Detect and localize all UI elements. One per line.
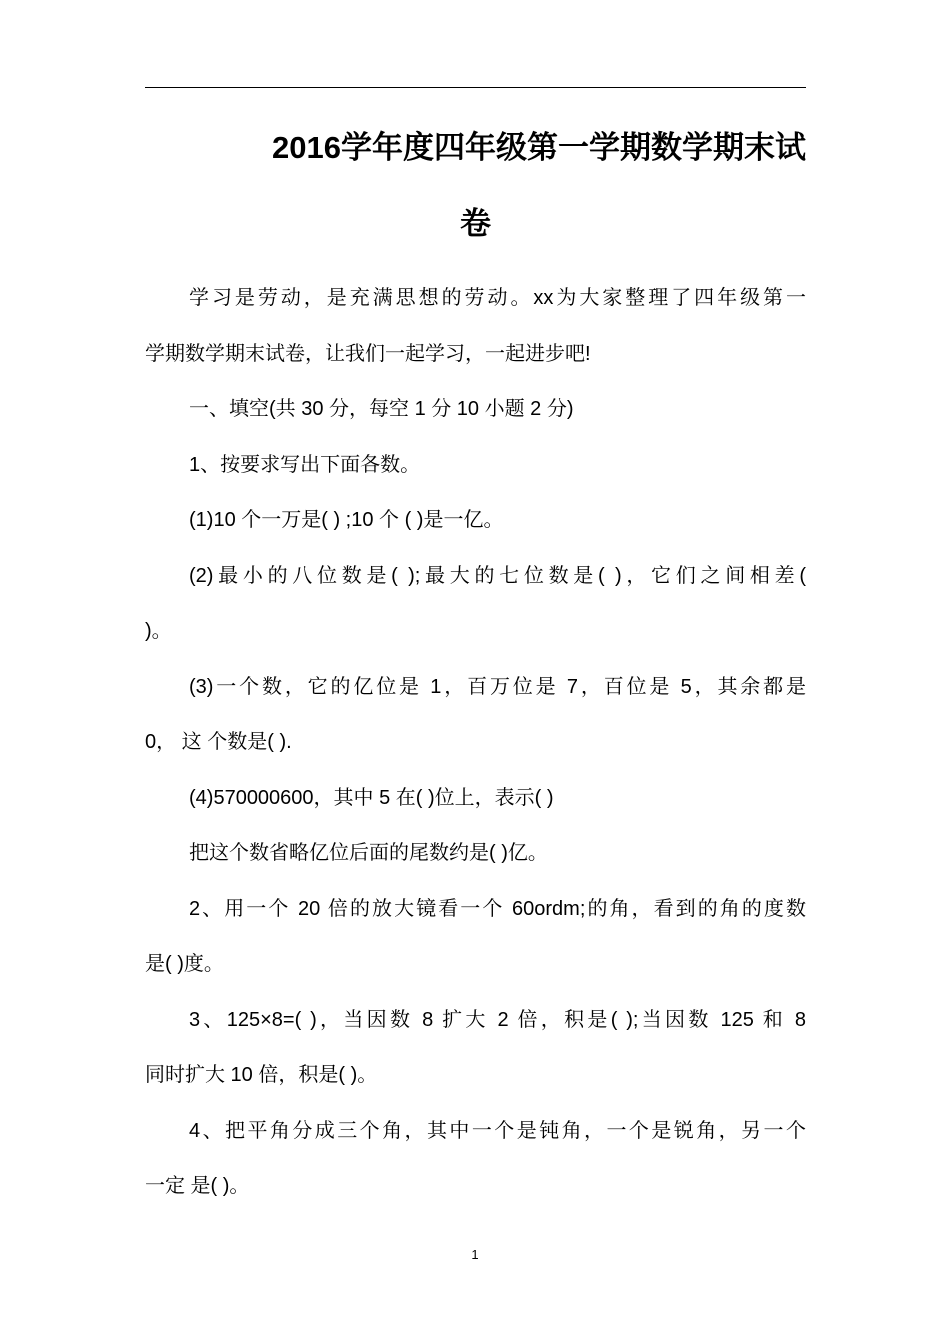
section-heading-fill-in: 一、填空(共 30 分，每空 1 分 10 小题 2 分)	[189, 398, 574, 420]
question-1-3-line-1: (3)一个数，它的亿位是 1，百万位是 7，百位是 5，其余都是	[189, 676, 806, 698]
question-3-line-2: 同时扩大 10 倍，积是( )。	[145, 1064, 378, 1086]
question-1-2-line-2: )。	[145, 620, 172, 642]
question-4-line-1: 4、把平角分成三个角，其中一个是钝角，一个是锐角，另一个	[189, 1120, 806, 1142]
question-2-line-1: 2、用一个 20 倍的放大镜看一个 60ordm;的角，看到的角的度数	[189, 898, 806, 920]
question-3-line-1: 3、125×8=( )，当因数 8 扩大 2 倍，积是( );当因数 125 和 8	[189, 1009, 806, 1031]
question-1-3-line-2: 0， 这 个数是( ).	[145, 731, 292, 753]
document-title-line-1: 2016学年度四年级第一学期数学期末试	[272, 130, 806, 165]
page-number: 1	[471, 1247, 479, 1262]
header-rule	[145, 87, 806, 88]
question-2-line-2: 是( )度。	[145, 953, 224, 975]
intro-line-2: 学期数学期末试卷，让我们一起学习，一起进步吧!	[145, 343, 591, 365]
question-1-1: (1)10 个一万是( ) ;10 个 ( )是一亿。	[189, 509, 504, 531]
document-title-line-2: 卷	[460, 206, 491, 241]
question-1-4: (4)570000600，其中 5 在( )位上，表示( )	[189, 787, 554, 809]
question-1: 1、按要求写出下面各数。	[189, 454, 421, 476]
intro-line-1: 学习是劳动，是充满思想的劳动。xx为大家整理了四年级第一	[189, 287, 806, 309]
question-1-4-continued: 把这个数省略亿位后面的尾数约是( )亿。	[189, 842, 548, 864]
question-4-line-2: 一定 是( )。	[145, 1175, 250, 1197]
question-1-2-line-1: (2)最小的八位数是( );最大的七位数是( )，它们之间相差(	[189, 565, 806, 587]
